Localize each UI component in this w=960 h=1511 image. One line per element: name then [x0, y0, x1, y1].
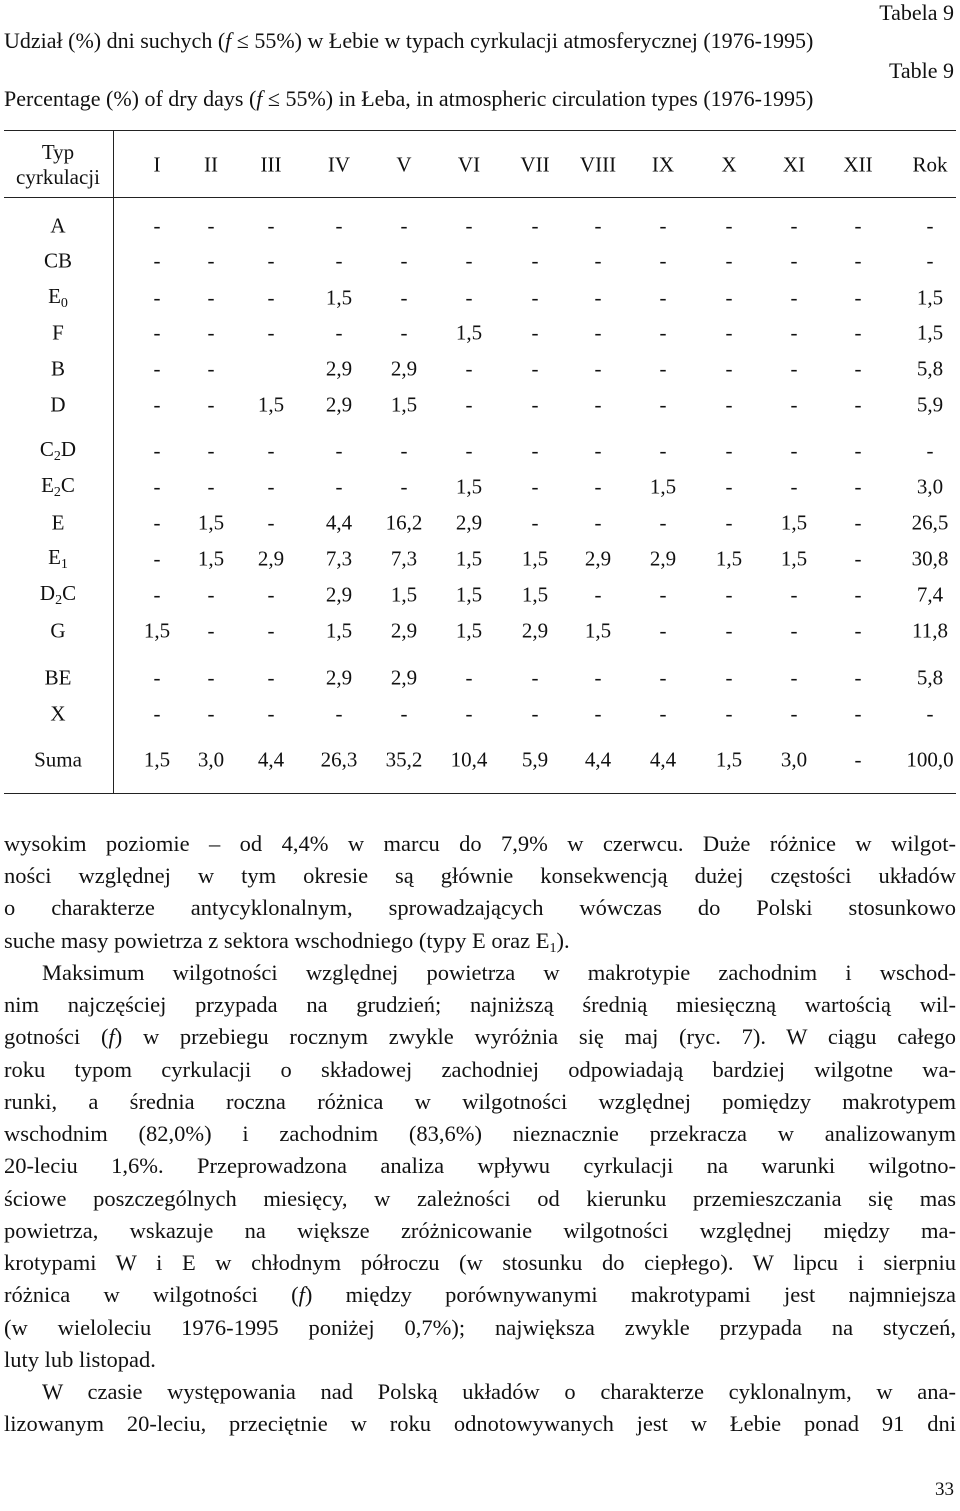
table-cell: -: [854, 510, 862, 535]
table-cell: 4,4: [257, 747, 285, 772]
table-cell: 1,5: [143, 618, 171, 643]
table-label-pl: Tabela 9: [879, 0, 954, 25]
table-cell: -: [594, 665, 602, 690]
table-header-rule: [4, 197, 956, 198]
table-cell: -: [267, 582, 275, 607]
column-header: X: [721, 152, 737, 177]
row-label: $E_2C$: [41, 473, 75, 500]
table-cell: -: [153, 510, 161, 535]
text-line: krotypami W i E w chłodnym półroczu (w stosunku do ciepłego). W lipcu i sierpniu: [4, 1250, 956, 1275]
table-corner-header: Typ cyrkulacji: [16, 140, 100, 189]
row-label: D: [50, 392, 66, 417]
table-cell: -: [267, 438, 275, 463]
row-label: A: [50, 213, 66, 238]
table-cell: -: [153, 392, 161, 417]
text-line: W czasie występowania nad Polską układów o charakterze cyklonalnym, w ana-: [42, 1379, 956, 1404]
table-cell: 7,3: [325, 546, 353, 571]
table-cell: 1,5: [916, 320, 944, 345]
text-line: powietrza, wskazuje na większe zróżnicowanie wilgotności względnej między ma-: [4, 1218, 956, 1243]
table-cell: 1,5: [455, 618, 483, 643]
table-cell: -: [267, 618, 275, 643]
table-cell: 2,9: [584, 546, 612, 571]
table-cell: -: [725, 320, 733, 345]
table-cell: -: [531, 701, 539, 726]
table-cell: -: [153, 356, 161, 381]
table-cell: -: [790, 618, 798, 643]
table-cell: 2,9: [257, 546, 285, 571]
text-line: runki, a średnia roczna różnica w wilgotności względnej pomiędzy makrotypem: [4, 1089, 956, 1114]
table-cell: -: [465, 701, 473, 726]
table-cell: -: [531, 356, 539, 381]
table-cell: -: [267, 665, 275, 690]
table-cell: -: [725, 665, 733, 690]
table-cell: -: [854, 248, 862, 273]
column-header: III: [260, 152, 282, 177]
table-cell: -: [659, 320, 667, 345]
table-cell: -: [725, 392, 733, 417]
table-cell: 3,0: [197, 747, 225, 772]
table-cell: -: [594, 582, 602, 607]
page-number: 33: [935, 1479, 954, 1500]
table-cell: -: [854, 582, 862, 607]
table-cell: -: [400, 438, 408, 463]
table-bottom-rule: [4, 793, 956, 794]
table-cell: -: [531, 392, 539, 417]
row-label: $C_2D$: [39, 437, 77, 464]
table-cell: 5,8: [916, 356, 944, 381]
table-cell: -: [207, 285, 215, 310]
table-cell: 10,4: [450, 747, 488, 772]
table-cell: -: [854, 392, 862, 417]
table-cell: -: [531, 438, 539, 463]
table-cell: 1,5: [916, 285, 944, 310]
text-line: suche masy powietrza z sektora wschodniego (typy E oraz $E_1$).: [4, 928, 570, 956]
table-cell: -: [207, 320, 215, 345]
table-cell: -: [659, 510, 667, 535]
column-header: XII: [843, 152, 873, 177]
table-cell: 1,5: [780, 510, 808, 535]
text-line: nim najczęściej przypada na grudzień; najniższą średnią miesięczną wartością wil-: [4, 992, 956, 1017]
row-label: $E_0$: [48, 284, 68, 311]
table-cell: -: [207, 248, 215, 273]
table-cell: 1,5: [521, 546, 549, 571]
table-cell: -: [854, 285, 862, 310]
row-label: E: [51, 510, 65, 535]
column-header: I: [153, 152, 161, 177]
table-cell: -: [267, 320, 275, 345]
table-cell: -: [531, 474, 539, 499]
table-cell: 1,5: [143, 747, 171, 772]
text-line: o charakterze antycyklonalnym, sprowadzających wówczas do Polski stosunkowo: [4, 895, 956, 920]
table-cell: -: [854, 356, 862, 381]
table-cell: 5,9: [521, 747, 549, 772]
table-cell: 1,5: [325, 285, 353, 310]
column-header: VI: [457, 152, 481, 177]
table-cell: -: [725, 248, 733, 273]
table-cell: -: [926, 701, 934, 726]
table-cell: 11,8: [912, 618, 948, 643]
table-cell: -: [153, 582, 161, 607]
table-cell: 35,2: [385, 747, 423, 772]
table-cell: -: [531, 213, 539, 238]
table-cell: -: [725, 474, 733, 499]
text-line: ściowe poszczególnych miesięcy, w zależności od kierunku przemieszczania się mas: [4, 1186, 956, 1211]
table-cell: -: [153, 320, 161, 345]
table-cell: -: [335, 248, 343, 273]
table-cell: -: [400, 213, 408, 238]
table-cell: -: [465, 392, 473, 417]
table-cell: -: [854, 213, 862, 238]
table-cell: 100,0: [906, 747, 954, 772]
table-cell: 1,5: [649, 474, 677, 499]
table-cell: -: [854, 546, 862, 571]
table-cell: 1,5: [715, 546, 743, 571]
table-cell: -: [153, 213, 161, 238]
text-line: lizowanym 20-leciu, przeciętnie w roku odnotowywanych jest w Łebie ponad 91 dni: [4, 1411, 956, 1436]
table-cell: -: [659, 665, 667, 690]
column-header: V: [396, 152, 412, 177]
table-cell: 3,0: [780, 747, 808, 772]
table-cell: -: [207, 665, 215, 690]
row-label: CB: [43, 248, 73, 273]
table-cell: -: [594, 320, 602, 345]
table-cell: -: [790, 248, 798, 273]
table-cell: 2,9: [325, 392, 353, 417]
table-cell: -: [465, 356, 473, 381]
table-title-en: Percentage (%) of dry days (f ≤ 55%) in Łeba, in atmospheric circulation types (1976-1995): [4, 86, 814, 111]
table-cell: 16,2: [385, 510, 423, 535]
table-cell: -: [790, 392, 798, 417]
table-cell: 1,5: [584, 618, 612, 643]
table-cell: -: [926, 438, 934, 463]
table-cell: 1,5: [197, 510, 225, 535]
column-header: VII: [520, 152, 550, 177]
table-cell: -: [659, 285, 667, 310]
table-cell: -: [335, 213, 343, 238]
table-cell: 2,9: [325, 665, 353, 690]
table-cell: -: [335, 320, 343, 345]
text-line: 20-leciu 1,6%. Przeprowadzona analiza wpływu cyrkulacji na warunki wilgotno-: [4, 1153, 956, 1178]
table-cell: -: [153, 248, 161, 273]
table-cell: -: [594, 285, 602, 310]
table-cell: -: [267, 510, 275, 535]
table-cell: -: [659, 356, 667, 381]
table-cell: 4,4: [649, 747, 677, 772]
column-header: Rok: [912, 152, 948, 177]
table-cell: 5,8: [916, 665, 944, 690]
table-cell: -: [854, 320, 862, 345]
table-cell: -: [400, 701, 408, 726]
table-cell: -: [594, 356, 602, 381]
table-cell: -: [790, 582, 798, 607]
table-cell: -: [659, 392, 667, 417]
text-line: wysokim poziomie – od 4,4% w marcu do 7,9% w czerwcu. Duże różnice w wilgot-: [4, 831, 956, 856]
table-cell: 30,8: [911, 546, 949, 571]
table-cell: -: [207, 582, 215, 607]
text-line: ności względnej w tym okresie są głównie konsekwencją dużej częstości układów: [4, 863, 956, 888]
table-cell: -: [790, 285, 798, 310]
table-cell: 2,9: [390, 356, 418, 381]
table-cell: -: [854, 438, 862, 463]
row-label: X: [50, 701, 66, 726]
table-cell: 1,5: [521, 582, 549, 607]
table-cell: -: [725, 356, 733, 381]
table-cell: -: [153, 546, 161, 571]
table-cell: 7,3: [390, 546, 418, 571]
column-header: VIII: [579, 152, 617, 177]
table-cell: -: [531, 510, 539, 535]
row-label: Suma: [34, 747, 82, 772]
table-cell: -: [531, 320, 539, 345]
table-cell: 2,9: [390, 665, 418, 690]
table-cell: -: [153, 438, 161, 463]
table-cell: -: [790, 665, 798, 690]
table-cell: -: [267, 213, 275, 238]
table-cell: -: [594, 701, 602, 726]
table-cell: 26,5: [911, 510, 949, 535]
table-cell: -: [465, 248, 473, 273]
table-cell: -: [790, 438, 798, 463]
table-cell: -: [659, 618, 667, 643]
text-line: roku typom cyrkulacji o składowej zachodniej odpowiadają bardziej wilgotne wa-: [4, 1057, 956, 1082]
table-cell: 7,4: [916, 582, 944, 607]
table-cell: -: [854, 701, 862, 726]
column-header: IX: [651, 152, 675, 177]
table-cell: -: [335, 701, 343, 726]
table-cell: -: [725, 438, 733, 463]
table-cell: -: [594, 213, 602, 238]
table-cell: -: [594, 510, 602, 535]
table-cell: -: [400, 474, 408, 499]
text-line: Maksimum wilgotności względnej powietrza w makrotypie zachodnim i wschod-: [42, 960, 956, 985]
table-cell: -: [465, 213, 473, 238]
table-cell: -: [267, 285, 275, 310]
column-header: IV: [327, 152, 351, 177]
table-cell: 2,9: [390, 618, 418, 643]
table-cell: -: [790, 474, 798, 499]
table-cell: -: [594, 438, 602, 463]
row-label: $D_2C$: [39, 581, 77, 608]
row-label: F: [52, 320, 64, 345]
table-cell: -: [790, 701, 798, 726]
table-cell: -: [207, 438, 215, 463]
table-cell: -: [153, 665, 161, 690]
table-cell: -: [400, 285, 408, 310]
table-cell: 1,5: [257, 392, 285, 417]
table-cell: -: [594, 248, 602, 273]
text-line: (w wieloleciu 1976-1995 poniżej 0,7%); największa zwykle przypada na styczeń,: [4, 1315, 956, 1340]
row-label: $E_1$: [48, 545, 68, 572]
table-cell: -: [790, 213, 798, 238]
table-cell: 1,5: [197, 546, 225, 571]
table-cell: -: [153, 474, 161, 499]
table-cell: -: [854, 747, 862, 772]
table-cell: -: [400, 320, 408, 345]
table-cell: -: [725, 582, 733, 607]
table-cell: -: [659, 438, 667, 463]
table-label-divider: [113, 130, 114, 793]
column-header: II: [204, 152, 218, 177]
table-cell: -: [267, 474, 275, 499]
text-line: różnica w wilgotności (f) między porównywanymi makrotypami jest najmniejsza: [4, 1282, 956, 1307]
table-cell: -: [725, 285, 733, 310]
table-cell: 1,5: [390, 392, 418, 417]
table-top-rule: [4, 130, 956, 131]
table-cell: -: [659, 213, 667, 238]
table-cell: -: [531, 285, 539, 310]
table-cell: 1,5: [390, 582, 418, 607]
table-cell: -: [854, 665, 862, 690]
table-cell: -: [465, 438, 473, 463]
table-cell: 1,5: [715, 747, 743, 772]
table-cell: -: [400, 248, 408, 273]
row-label: G: [50, 618, 66, 643]
table-cell: -: [725, 213, 733, 238]
table-cell: 5,9: [916, 392, 944, 417]
table-cell: -: [465, 665, 473, 690]
table-cell: 1,5: [325, 618, 353, 643]
table-cell: -: [207, 618, 215, 643]
column-header: XI: [782, 152, 806, 177]
table-cell: -: [207, 474, 215, 499]
table-cell: 2,9: [325, 582, 353, 607]
table-cell: -: [335, 474, 343, 499]
table-cell: -: [465, 285, 473, 310]
table-cell: -: [267, 701, 275, 726]
table-cell: 2,9: [521, 618, 549, 643]
table-cell: 2,9: [325, 356, 353, 381]
row-label: BE: [44, 665, 72, 690]
table-cell: 26,3: [320, 747, 358, 772]
table-cell: 2,9: [649, 546, 677, 571]
table-title-pl: Udział (%) dni suchych (f ≤ 55%) w Łebie w typach cyrkulacji atmosferycznej (1976-1995): [4, 28, 814, 53]
table-cell: -: [790, 320, 798, 345]
table-cell: 1,5: [455, 474, 483, 499]
table-cell: -: [153, 285, 161, 310]
table-cell: -: [207, 356, 215, 381]
table-cell: 1,5: [780, 546, 808, 571]
table-cell: -: [659, 701, 667, 726]
table-cell: -: [207, 213, 215, 238]
table-cell: -: [659, 582, 667, 607]
row-label: B: [50, 356, 66, 381]
table-cell: 3,0: [916, 474, 944, 499]
table-cell: -: [153, 701, 161, 726]
table-cell: -: [207, 701, 215, 726]
table-cell: -: [854, 474, 862, 499]
text-line: gotności (f) w przebiegu rocznym zwykle wyróżnia się maj (ryc. 7). W ciągu całego: [4, 1024, 956, 1049]
table-cell: -: [725, 510, 733, 535]
table-cell: -: [594, 392, 602, 417]
table-cell: -: [854, 618, 862, 643]
table-cell: -: [594, 474, 602, 499]
table-cell: -: [790, 356, 798, 381]
text-line: wschodnim (82,0%) i zachodnim (83,6%) nieznacznie przekracza w analizowanym: [4, 1121, 956, 1146]
table-cell: -: [531, 248, 539, 273]
table-cell: -: [926, 248, 934, 273]
table-cell: 1,5: [455, 320, 483, 345]
table-cell: 2,9: [455, 510, 483, 535]
table-cell: -: [531, 665, 539, 690]
table-cell: 1,5: [455, 582, 483, 607]
table-cell: 4,4: [325, 510, 353, 535]
table-label-en: Table 9: [888, 58, 954, 83]
table-cell: -: [267, 248, 275, 273]
text-line: luty lub listopad.: [4, 1347, 156, 1372]
table-cell: -: [207, 392, 215, 417]
table-cell: -: [659, 248, 667, 273]
table-cell: -: [926, 213, 934, 238]
table-cell: -: [725, 618, 733, 643]
table-cell: 4,4: [584, 747, 612, 772]
table-cell: -: [335, 438, 343, 463]
table-cell: 1,5: [455, 546, 483, 571]
table-cell: -: [725, 701, 733, 726]
